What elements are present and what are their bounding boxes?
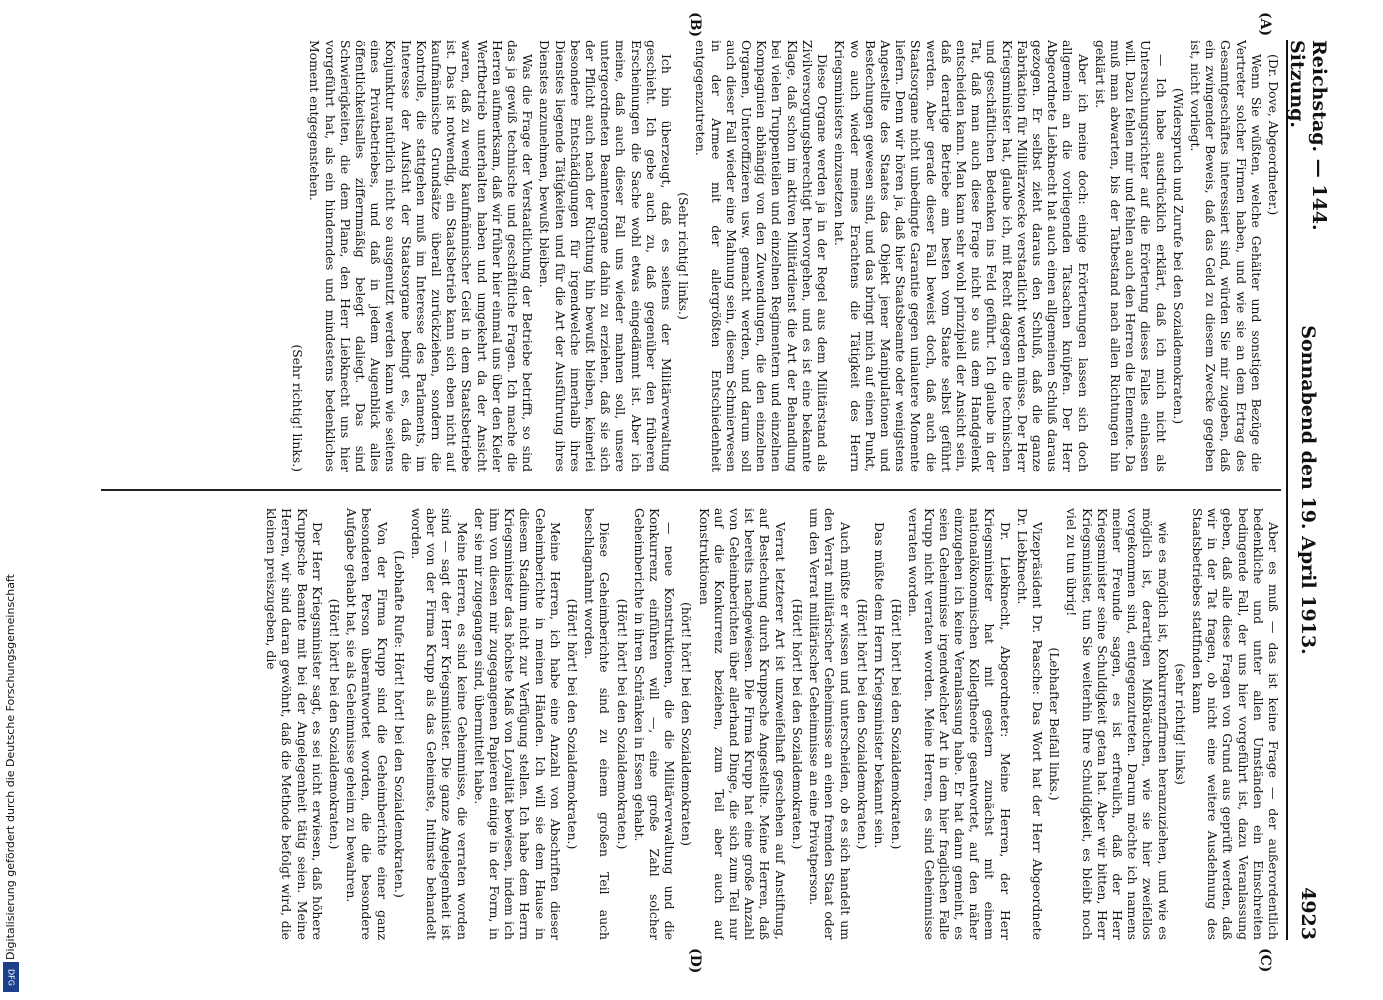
right-column-paragraph: Das müßte dem Herrn Kriegsminister bekannt sein. [871,522,887,849]
sidebar [0,0,22,1000]
column-divider [101,489,1281,491]
right-column-paragraph: Von der Firma Krupp sind die Geheimberichte einer ganz besonderen Person überantwortet worden, die die besondere Aufgabe gehabt hat, sie als Geheimnisse geheim zu bewahren. [344,508,390,940]
left-column-paragraph: (Sehr richtig! links.) [676,192,692,320]
right-column-paragraph: (sehr richtig! links) [1172,663,1188,785]
right-column-paragraph: Der Herr Kriegsminister sagt, es sei nicht erwiesen, daß höhere Kruppsche Beamte mit bei der Angelegenheit tätig seien. Meine Herren, wir sind daran gewöhnt, daß die Methode befolgt wird, die kleinen preiszugeben, die [264,508,325,940]
left-column-paragraph: Wenn Sie wüßten, welche Gehälter und sonstigen Bezüge die Vertreter solcher Firmen haben, und wie sie an dem Ertrag des Gesamtgeschäftes interessiert sind, würden Sie mir zugeben, daß ein zwingender Beweis, daß das Geld zu diesem Zwecke gegeben ist, nicht vorliegt. [1187,40,1264,472]
right-column-paragraph: (hört! hört! bei den Sozialdemokraten) [679,602,695,846]
left-column-paragraph: (Dr. Dove, Abgeordneter.) [1266,54,1281,216]
margin-letter-a: (A) [1257,12,1273,37]
right-column-paragraph: Verrat letzterer Art ist unzweifelhaft geschehen auf Anstiftung, auf Bestechung durch Kruppsche Angestellte. Meine Herren, daß ist bereits nachgewiesen. Die Firma Krupp hat eine große Anzahl von Geheimberichten über allerhand Dinge, die sich zum Teil nur auf die Konkurrenz beziehen, zum Teil aber auch auf Konstruktionen [696,508,788,940]
rotated-page [40,0,1343,1000]
margin-letter-c: (C) [1257,948,1273,973]
right-column-paragraph: Aber es muß — das ist keine Frage — der außerordentlich bedenkliche und unter allen Umständen ein Einschreiten bedingende Fall, der uns hier vorgeführt ist, dazu Veranlassung geben, daß alle diese Fragen von Grund aus geprüft werden, daß wir in der Tat fragen, ob nicht eine weitere Ausdehnung des Staatsbetriebes stattfinden kann [1189,508,1281,940]
right-column-paragraph: Meine Herren, es sind keine Geheimnisse, die verraten worden sind — sagt der Herr Kriegsminister. Die ganze Angelegenheit ist aber von der Firma Krupp als das Geheimste, Intimste behandelt worden. [409,508,470,940]
right-column-paragraph: (Hört! hört! bei den Sozialdemokraten.) [614,598,630,850]
header-date: Sonnabend den 19. April 1913. [1297,325,1319,655]
right-column-paragraph: (Hört! hört! bei den Sozialdemokraten.) [889,598,905,850]
left-column-paragraph: (Sehr richtig! links.) [290,344,306,472]
right-column-paragraph: (Lebhafte Rufe: Hört! hört! bei den Sozialdemokraten.) [391,550,407,898]
header-left: Reichstag. — 144. Sitzung. [1286,40,1330,231]
right-column-paragraph: (Hört! hört! bei den Sozialdemokraten.) [789,598,805,850]
margin-letter-d: (D) [687,948,703,974]
margin-letter-b: (B) [687,12,703,38]
right-column [101,508,1281,940]
left-column-paragraph: Diese Organe werden ja in der Regel aus dem Militärstand als Zivilversorgungsberechtigt hervorgehen, und es ist eine bekannte Klage, daß schon im aktiven Militärdienst die Art der Behandlung bei vielen Truppenteilen und einzelnen Regimentern und einzelnen Kompagnien abhängig von den Zuwendungen, die den einzelnen Organen, Unteroffizieren usw. gemacht werden, und darum soll auch dieser Fall wieder eine Mahnung sein, diesem Schmierwesen in der Armee mit der allergrößten Entschiedenheit entgegenzutreten. [693,40,831,472]
right-column-paragraph: (Hört! hört! bei den Sozialdemokraten.) [854,598,870,850]
right-column-paragraph: wie es möglich ist, Konkurrenzfirmen heranzuziehen, und wie es möglich ist, derartigen Mißbräuchen, wie sie hier zweifellos vorgekommen sind, entgegenzutreten. Darum möchte ich namens meiner Freunde sagen, es ist erfreulich, daß der Herr Kriegsminister seine Schuldigkeit getan hat. Aber wir bitten, Herr Kriegsminister, tun Sie weiterhin Ihre Schuldigkeit, es bleibt noch viel zu tun übrig! [1064,508,1171,940]
dfg-logo: DFG [3,962,19,992]
left-column-paragraph: Was die Frage der Verstaatlichung der Betriebe betrifft, so sind das ja gewiß technische und geschäftliche Fragen. Ich mache die Herren aufmerksam, daß wir früher hier einmal uns über den Kieler Werftbetrieb unterhalten haben und umgekehrt da der Ansicht waren, daß zu wenig kaufmännischer Geist in dem Staatsbetriebe ist. Das ist notwendig, ein Staatsbetrieb kann sich eben nicht auf kaufmännische Grundsätze überall zurückziehen, sondern die Kontrolle, die stattgehen muß im Interesse des Parlaments, im Interesse der Aufsicht der Staatsorgane bedingt es, daß die Konjunktur natürlich nicht so ausgenutzt werden kann wie seitens eines Privatbetriebes, und daß in jedem Augenblick alles öffentlichkeitsalles ziffernmäßig belegt daliegt. Das sind Schwierigkeiten, die dem Plane, den Herr Liebknecht uns hier vorgeführt hat, als ein hinderndes und mindestens bedenkliches Moment entgegenstehen. [307,40,536,472]
right-column-paragraph: Meine Herren, ich habe eine Anzahl von Abschriften dieser Geheimberichte in meinen Händen. Ich will sie dem Hause in diesem Stadium nicht zur Verfügung stellen. Ich habe dem Herrn Kriegsminister das höchste Maß von Loyalität bewiesen, indem ich ihm von diesen mir zugegangenen Papieren einige in der Form, in der sie mir zugegangen sind, übermittelt habe. [471,508,563,940]
funding-credit: Digitalisierung gefördert durch die Deutsche Forschungsgemeinschaft [4,574,17,960]
right-column-paragraph: (Lebhafter Beifall links.) [1047,647,1063,801]
right-column-paragraph: Dr. Liebknecht, Abgeordneter: Meine Herren, der Herr Kriegsminister hat mit gestern zunächst mit einem nationalökonomischen Kollegtheorie geantwortet, auf den näher einzugehen ich keine Veranlassung habe. Er hat dann gemeint, es seien Geheimnisse irgendwelcher Art in dem hier fraglichen Falle Krupp nicht verraten worden. Meine Herren, es sind Geheimnisse verraten worden. [906,508,1013,940]
right-column-paragraph: (Hört! hört! bei den Sozialdemokraten.) [327,598,343,850]
page-header [1286,40,1330,940]
left-column-paragraph: Ich bin überzeugt, daß es seitens der Militärverwaltung geschieht. Ich gebe auch zu, daß gegenüber den früheren Erscheinungen die Sache wohl etwas eingedämmt ist. Aber ich meine, daß auch dieser Fall uns wieder mahnen soll, unsere untergeordneten Beamtenorgane dahin zu erziehen, daß sie sich der Pflicht auch nach der Richtung hin bewußt bleiben, keinerlei besondere Entschädigungen für irgendwelche innerhalb ihres Dienstes liegende Tätigkeiten und für die Art der Ausführung ihres Dienstes anzunehmen, bewußt bleiben. [537,40,675,472]
left-column-paragraph: (Widerspruch und Zurufe bei den Sozialdemokraten.) [1170,87,1186,425]
left-column-paragraph: Aber ich meine doch: einige Erörterungen lassen sich doch allgemein an die vorliegenden Tatsachen knüpfen. Der Herr Abgeordnete Liebknecht hat auch einen allgemeinen Schluß daraus gezogen. Er selbst zieht daraus den Schluß, daß die ganze Fabrikation für Militärzwecke verstaatlicht werden müsse. Der Herr Kriegsminister hat, glaube ich, mit Recht dagegen die technischen und geschäftlichen Bedenken ins Feld geführt. Ich glaube in der Tat, daß man auch diese Frage nicht so aus dem Handgelenk entscheiden kann. Man kann sehr wohl prinzipiell der Ansicht sein, daß derartige Betriebe am besten vom Staate selbst geführt werden. Aber gerade dieser Fall beweist doch, daß auch die Staatsorgane nicht unbedingte Garantie gegen unlautere Momente liefern. Denn wir hören ja, daß hier Staatsbeamte oder wenigstens Angestellte des Staates das Objekt jener Manipulationen und Bestechungen gewesen sind, und das bringt mich auf einen Punkt, wo auch wieder meines Erachtens die Tätigkeit des Herrn Kriegsministers einzusetzen hat. [832,40,1091,472]
left-column-paragraph: — Ich habe ausdrücklich erklärt, daß ich mich nicht als Untersuchungsrichter auf die Erörterung dieses Falles einlassen will. Dazu fehlen mir und fehlen auch den Herren die Elemente. Da muß man abwarten, bis der Tatbestand nach allen Richtungen hin geklärt ist. [1092,40,1169,472]
right-column-paragraph: Auch müßte er wissen und unterscheiden, ob es sich handelt um den Verrat militärischer Geheimnisse an einen fremden Staat oder um den Verrat militärischer Geheimnisse an eine Privatperson. [807,508,853,940]
page-number: 4923 [1297,887,1319,940]
left-column [101,40,1281,472]
header-rule [1286,40,1288,940]
right-column-paragraph: — neue Konstruktionen, die die Militärverwaltung und die Konkurrenz einführen will —, eine große Zahl solcher Geheimberichte in ihren Schränken in Essen gehabt. [631,508,678,940]
right-column-paragraph: (Hört! hört! bei den Sozialdemokraten.) [565,598,581,850]
right-column-paragraph: Vizepräsident Dr. Paasche: Das Wort hat der Herr Abgeordnete Dr. Liebknecht. [1014,508,1045,940]
right-column-paragraph: Diese Geheimberichte sind zu einem großen Teil auch beschlagnahmt worden. [582,508,613,940]
